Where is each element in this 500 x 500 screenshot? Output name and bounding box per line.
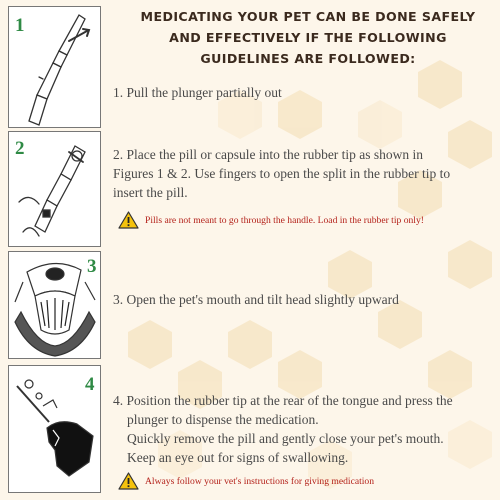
warning-2-text: Always follow your vet's instructions for giving medication (145, 475, 375, 487)
step-2-line: Figures 1 & 2. Use fingers to open the split in the rubber tip to (113, 166, 451, 181)
step-4-line: Keep an eye out for signs of swallowing. (127, 450, 349, 465)
warning-2 (118, 472, 374, 490)
step-4-line: Quickly remove the pill and gently close your pet's mouth. (127, 431, 444, 446)
step-3-text (113, 290, 493, 309)
step-1-line: 1. Pull the plunger partially out (113, 85, 282, 100)
step-4-line: 4. Position the rubber tip at the rear of the tongue and press the (113, 393, 453, 408)
figure-panel-3 (8, 251, 101, 359)
step-2-line: insert the pill. (113, 185, 188, 200)
figure-number-1: 1 (15, 15, 25, 36)
warning-1-text: Pills are not meant to go through the handle. Load in the rubber tip only! (145, 214, 424, 226)
title-line-2: AND EFFECTIVELY IF THE FOLLOWING (169, 30, 447, 45)
step-4-line: plunger to dispense the medication. (127, 412, 319, 427)
step-3-line: 3. Open the pet's mouth and tilt head slightly upward (113, 292, 399, 307)
step-2-text (113, 145, 493, 202)
figure-number-2: 2 (15, 138, 25, 159)
figure-panel-4 (8, 365, 101, 493)
warning-icon (118, 472, 139, 490)
title-line-1: MEDICATING YOUR PET CAN BE DONE SAFELY (140, 9, 476, 24)
title-line-3: GUIDELINES ARE FOLLOWED: (200, 51, 416, 66)
figure-number-4: 4 (85, 374, 95, 395)
step-1-text (113, 83, 493, 102)
warning-1 (118, 211, 424, 229)
warning-icon (118, 211, 139, 229)
page-title (118, 6, 498, 69)
step-4-text (113, 391, 493, 467)
figure-panel-2 (8, 131, 101, 247)
figure-panel-1 (8, 6, 101, 128)
figure-number-3: 3 (87, 256, 97, 277)
step-2-line: 2. Place the pill or capsule into the rubber tip as shown in (113, 147, 424, 162)
